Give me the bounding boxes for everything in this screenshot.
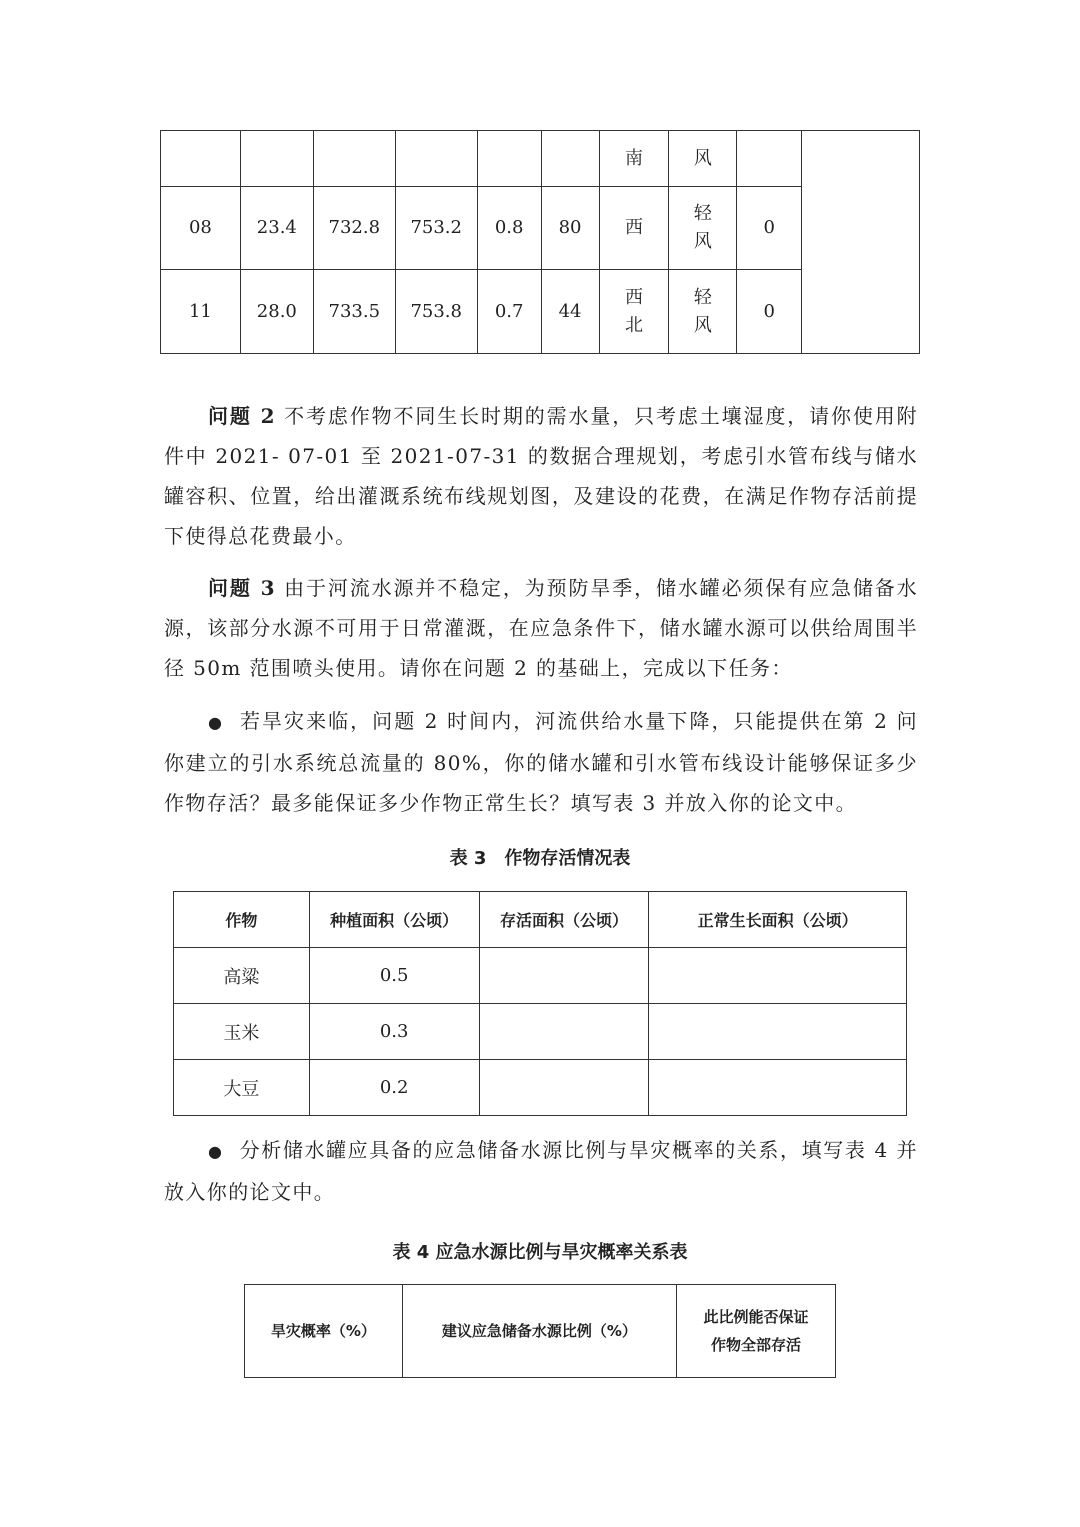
table-row bbox=[161, 131, 920, 187]
table-row bbox=[174, 1004, 907, 1060]
table-cell: 高粱 bbox=[174, 948, 310, 1004]
table-cell bbox=[802, 131, 920, 354]
column-header: 建议应急储备水源比例（%） bbox=[402, 1285, 676, 1378]
bullet2-paragraph bbox=[164, 1130, 918, 1212]
column-header: 作物 bbox=[174, 892, 310, 948]
table-cell-text: 南 bbox=[624, 147, 643, 169]
table-cell bbox=[479, 948, 649, 1004]
table-cell: 11 bbox=[161, 270, 241, 354]
table-row bbox=[174, 1060, 907, 1116]
table-cell: 23.4 bbox=[240, 187, 313, 270]
table-cell bbox=[541, 131, 599, 187]
table-cell: 80 bbox=[541, 187, 599, 270]
table-cell: 753.8 bbox=[395, 270, 477, 354]
table-cell bbox=[161, 131, 241, 187]
table-cell bbox=[737, 131, 802, 187]
table-cell-text: 风 bbox=[693, 147, 712, 169]
table-cell-text: 西北 bbox=[624, 286, 643, 336]
table-cell: 大豆 bbox=[174, 1060, 310, 1116]
bullet2-text: 分析储水罐应具备的应急储备水源比例与旱灾概率的关系，填写表 4 并放入你的论文中。 bbox=[164, 1138, 918, 1204]
problem3-paragraph bbox=[164, 568, 918, 688]
table-header-row bbox=[174, 892, 907, 948]
table-cell: 0.7 bbox=[477, 270, 541, 354]
column-header: 旱灾概率（%） bbox=[245, 1285, 403, 1378]
crop-survival-table bbox=[173, 891, 907, 1116]
table-cell bbox=[395, 131, 477, 187]
table-cell: 44 bbox=[541, 270, 599, 354]
problem2-paragraph bbox=[164, 396, 918, 556]
table-cell bbox=[313, 131, 395, 187]
table-cell: 0.3 bbox=[309, 1004, 479, 1060]
table-cell: 753.2 bbox=[395, 187, 477, 270]
table4-caption: 表 4 应急水源比例与旱灾概率关系表 bbox=[392, 1242, 688, 1263]
table-cell: 08 bbox=[161, 187, 241, 270]
table-cell: 0 bbox=[737, 270, 802, 354]
drought-ratio-table bbox=[244, 1284, 836, 1378]
table-cell: 732.8 bbox=[313, 187, 395, 270]
table-row bbox=[174, 948, 907, 1004]
table-cell bbox=[240, 131, 313, 187]
problem3-text: 由于河流水源并不稳定，为预防旱季，储水罐必须保有应急储备水源，该部分水源不可用于日常灌溉，在应急条件下，储水罐水源可以供给周围半径 50m 范围喷头使用。请你在问题 2 的基础上，完成以下任务： bbox=[164, 576, 918, 680]
table-cell: 0.8 bbox=[477, 187, 541, 270]
table3-caption: 表 3 作物存活情况表 bbox=[449, 848, 631, 869]
table-cell-text: 轻风 bbox=[693, 203, 712, 252]
table-cell: 0.2 bbox=[309, 1060, 479, 1116]
table-cell bbox=[649, 1004, 907, 1060]
table-cell bbox=[669, 187, 737, 270]
bullet1-text: 若旱灾来临，问题 2 时间内，河流供给水量下降，只能提供在第 2 问你建立的引水系统总流量的 80%，你的储水罐和引水管布线设计能够保证多少作物存活？最多能保证多少作物正常生长？填写表 3 并放入你的论文中。 bbox=[164, 709, 918, 815]
table-cell: 0 bbox=[737, 187, 802, 270]
weather-table bbox=[160, 130, 920, 354]
table-cell bbox=[669, 131, 737, 187]
table-cell: 0.5 bbox=[309, 948, 479, 1004]
table-cell bbox=[649, 1060, 907, 1116]
problem3-label: 问题 3 bbox=[208, 576, 276, 600]
table-cell: 733.5 bbox=[313, 270, 395, 354]
table-cell: 玉米 bbox=[174, 1004, 310, 1060]
table-cell bbox=[479, 1004, 649, 1060]
column-header: 正常生长面积（公顷） bbox=[649, 892, 907, 948]
column-header-text: 此比例能否保证作物全部存活 bbox=[703, 1308, 809, 1354]
table-header-row bbox=[245, 1285, 836, 1378]
table-cell bbox=[599, 270, 669, 354]
bullet-icon: ● bbox=[208, 1142, 224, 1161]
table-cell bbox=[477, 131, 541, 187]
problem2-label: 问题 2 bbox=[208, 404, 276, 428]
table-cell bbox=[669, 270, 737, 354]
bullet1-paragraph bbox=[164, 701, 918, 823]
table-cell-text: 轻风 bbox=[693, 286, 712, 336]
table-cell bbox=[649, 948, 907, 1004]
table-cell: 28.0 bbox=[240, 270, 313, 354]
column-header: 种植面积（公顷） bbox=[309, 892, 479, 948]
table-cell bbox=[599, 131, 669, 187]
bullet-icon: ● bbox=[208, 713, 224, 732]
column-header bbox=[677, 1285, 836, 1378]
table-cell bbox=[479, 1060, 649, 1116]
table-cell-text: 西 bbox=[624, 217, 643, 238]
column-header: 存活面积（公顷） bbox=[479, 892, 649, 948]
problem2-text: 不考虑作物不同生长时期的需水量，只考虑土壤湿度，请你使用附件中 2021- 07-01 至 2021-07-31 的数据合理规划，考虑引水管布线与储水罐容积、位置，给出灌溉系统布线规划图，及建设的花费，在满足作物存活前提下使得总花费最小。 bbox=[164, 404, 918, 548]
table-cell bbox=[599, 187, 669, 270]
